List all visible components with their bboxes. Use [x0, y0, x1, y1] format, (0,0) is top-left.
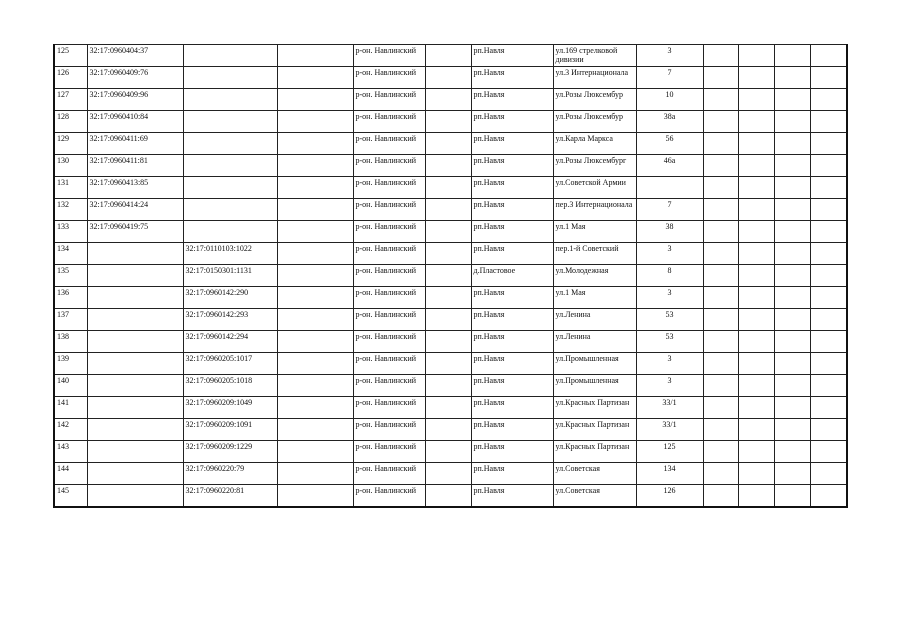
row-number-cell: 140 [54, 375, 87, 397]
cadastral-number-alt-cell: 32:17:0150301:1131 [183, 265, 277, 287]
row-number-cell: 129 [54, 133, 87, 155]
row-number-cell: 126 [54, 67, 87, 89]
settlement-cell: рп.Навля [471, 243, 553, 265]
empty-cell [425, 133, 471, 155]
street-cell: ул.Ленина [553, 309, 636, 331]
empty-cell [277, 177, 353, 199]
street-cell: ул.1 Мая [553, 287, 636, 309]
street-cell: ул.Промышленная [553, 375, 636, 397]
cadastral-number-cell [87, 353, 183, 375]
empty-cell [738, 133, 774, 155]
empty-cell [738, 265, 774, 287]
empty-cell [703, 331, 738, 353]
cadastral-number-alt-cell [183, 221, 277, 243]
empty-cell [774, 221, 810, 243]
empty-cell [810, 485, 847, 507]
empty-cell [738, 177, 774, 199]
table-row [54, 155, 847, 177]
settlement-cell: рп.Навля [471, 67, 553, 89]
empty-cell [425, 331, 471, 353]
street-cell: ул.Розы Люксембург [553, 155, 636, 177]
empty-cell [810, 375, 847, 397]
empty-cell [425, 199, 471, 221]
empty-cell [425, 463, 471, 485]
district-cell: р-он. Навлинский [353, 287, 425, 309]
empty-cell [277, 155, 353, 177]
table-row [54, 89, 847, 111]
empty-cell [810, 463, 847, 485]
table-row [54, 177, 847, 199]
empty-cell [703, 309, 738, 331]
empty-cell [277, 199, 353, 221]
settlement-cell: рп.Навля [471, 199, 553, 221]
settlement-cell: рп.Навля [471, 331, 553, 353]
street-cell: ул.3 Интернационала [553, 67, 636, 89]
empty-cell [425, 89, 471, 111]
empty-cell [277, 243, 353, 265]
empty-cell [738, 221, 774, 243]
house-number-cell: 134 [636, 463, 703, 485]
empty-cell [774, 441, 810, 463]
settlement-cell: рп.Навля [471, 375, 553, 397]
house-number-cell [636, 177, 703, 199]
row-number-cell: 132 [54, 199, 87, 221]
cadastral-number-alt-cell: 32:17:0110103:1022 [183, 243, 277, 265]
house-number-cell: 53 [636, 309, 703, 331]
settlement-cell: рп.Навля [471, 155, 553, 177]
district-cell: р-он. Навлинский [353, 111, 425, 133]
cadastral-number-cell: 32:17:0960410:84 [87, 111, 183, 133]
table-row [54, 353, 847, 375]
row-number-cell: 135 [54, 265, 87, 287]
empty-cell [277, 441, 353, 463]
cadastral-number-alt-cell [183, 155, 277, 177]
house-number-cell: 46а [636, 155, 703, 177]
empty-cell [703, 353, 738, 375]
empty-cell [774, 133, 810, 155]
street-cell: ул.Молодежная [553, 265, 636, 287]
row-number-cell: 133 [54, 221, 87, 243]
empty-cell [738, 111, 774, 133]
empty-cell [810, 89, 847, 111]
empty-cell [738, 331, 774, 353]
empty-cell [774, 67, 810, 89]
cadastral-number-cell: 32:17:0960411:69 [87, 133, 183, 155]
registry-body [54, 45, 847, 507]
cadastral-number-cell: 32:17:0960419:75 [87, 221, 183, 243]
cadastral-number-cell [87, 265, 183, 287]
street-cell: ул.Советской Армии [553, 177, 636, 199]
empty-cell [703, 485, 738, 507]
empty-cell [425, 45, 471, 67]
district-cell: р-он. Навлинский [353, 89, 425, 111]
empty-cell [703, 89, 738, 111]
cadastral-number-cell [87, 397, 183, 419]
cadastral-number-cell [87, 463, 183, 485]
empty-cell [277, 309, 353, 331]
district-cell: р-он. Навлинский [353, 45, 425, 67]
table-row [54, 265, 847, 287]
empty-cell [703, 221, 738, 243]
empty-cell [738, 287, 774, 309]
district-cell: р-он. Навлинский [353, 375, 425, 397]
settlement-cell: рп.Навля [471, 419, 553, 441]
district-cell: р-он. Навлинский [353, 199, 425, 221]
district-cell: р-он. Навлинский [353, 265, 425, 287]
table-row [54, 243, 847, 265]
table-row [54, 133, 847, 155]
district-cell: р-он. Навлинский [353, 353, 425, 375]
street-cell: ул.Розы Люксембур [553, 89, 636, 111]
cadastral-number-alt-cell [183, 177, 277, 199]
empty-cell [774, 419, 810, 441]
house-number-cell: 3 [636, 353, 703, 375]
empty-cell [703, 133, 738, 155]
empty-cell [703, 155, 738, 177]
district-cell: р-он. Навлинский [353, 485, 425, 507]
row-number-cell: 127 [54, 89, 87, 111]
table-row [54, 463, 847, 485]
settlement-cell: рп.Навля [471, 463, 553, 485]
empty-cell [810, 199, 847, 221]
house-number-cell: 56 [636, 133, 703, 155]
empty-cell [425, 111, 471, 133]
empty-cell [774, 199, 810, 221]
empty-cell [810, 331, 847, 353]
house-number-cell: 3 [636, 375, 703, 397]
empty-cell [277, 67, 353, 89]
empty-cell [277, 375, 353, 397]
cadastral-number-cell: 32:17:0960411:81 [87, 155, 183, 177]
row-number-cell: 134 [54, 243, 87, 265]
settlement-cell: рп.Навля [471, 309, 553, 331]
row-number-cell: 136 [54, 287, 87, 309]
house-number-cell: 8 [636, 265, 703, 287]
house-number-cell: 33/1 [636, 397, 703, 419]
cadastral-number-cell [87, 375, 183, 397]
table-row [54, 375, 847, 397]
cadastral-number-cell: 32:17:0960409:96 [87, 89, 183, 111]
street-cell: ул.Красных Партизан [553, 441, 636, 463]
settlement-cell: рп.Навля [471, 177, 553, 199]
empty-cell [425, 155, 471, 177]
table-row [54, 199, 847, 221]
empty-cell [738, 441, 774, 463]
empty-cell [277, 45, 353, 67]
empty-cell [703, 397, 738, 419]
row-number-cell: 128 [54, 111, 87, 133]
cadastral-number-alt-cell: 32:17:0960142:293 [183, 309, 277, 331]
empty-cell [703, 287, 738, 309]
empty-cell [810, 243, 847, 265]
cadastral-number-alt-cell [183, 199, 277, 221]
settlement-cell: рп.Навля [471, 353, 553, 375]
row-number-cell: 131 [54, 177, 87, 199]
street-cell: ул.Красных Партизан [553, 419, 636, 441]
district-cell: р-он. Навлинский [353, 419, 425, 441]
house-number-cell: 3 [636, 45, 703, 67]
empty-cell [425, 375, 471, 397]
cadastral-number-cell [87, 287, 183, 309]
row-number-cell: 130 [54, 155, 87, 177]
house-number-cell: 3 [636, 243, 703, 265]
empty-cell [703, 463, 738, 485]
district-cell: р-он. Навлинский [353, 67, 425, 89]
empty-cell [810, 133, 847, 155]
street-cell: ул.Ленина [553, 331, 636, 353]
empty-cell [810, 221, 847, 243]
empty-cell [738, 353, 774, 375]
empty-cell [703, 111, 738, 133]
street-cell: ул.Советская [553, 463, 636, 485]
empty-cell [774, 309, 810, 331]
table-row [54, 67, 847, 89]
empty-cell [774, 485, 810, 507]
empty-cell [277, 133, 353, 155]
empty-cell [774, 331, 810, 353]
empty-cell [738, 309, 774, 331]
settlement-cell: рп.Навля [471, 111, 553, 133]
settlement-cell: д.Пластовое [471, 265, 553, 287]
empty-cell [277, 265, 353, 287]
empty-cell [810, 111, 847, 133]
empty-cell [703, 45, 738, 67]
empty-cell [277, 463, 353, 485]
empty-cell [774, 111, 810, 133]
empty-cell [703, 265, 738, 287]
empty-cell [425, 353, 471, 375]
street-cell: ул.1 Мая [553, 221, 636, 243]
empty-cell [277, 221, 353, 243]
table-row [54, 287, 847, 309]
empty-cell [738, 45, 774, 67]
empty-cell [703, 441, 738, 463]
row-number-cell: 141 [54, 397, 87, 419]
house-number-cell: 126 [636, 485, 703, 507]
cadastral-number-cell [87, 485, 183, 507]
cadastral-number-cell [87, 331, 183, 353]
empty-cell [774, 287, 810, 309]
street-cell: ул.Розы Люксембур [553, 111, 636, 133]
empty-cell [277, 419, 353, 441]
district-cell: р-он. Навлинский [353, 243, 425, 265]
cadastral-number-alt-cell: 32:17:0960205:1017 [183, 353, 277, 375]
empty-cell [738, 419, 774, 441]
street-cell: ул.Промышленная [553, 353, 636, 375]
house-number-cell: 3 [636, 287, 703, 309]
district-cell: р-он. Навлинский [353, 177, 425, 199]
cadastral-number-alt-cell: 32:17:0960209:1049 [183, 397, 277, 419]
empty-cell [810, 155, 847, 177]
empty-cell [277, 485, 353, 507]
cadastral-number-alt-cell [183, 45, 277, 67]
empty-cell [810, 265, 847, 287]
district-cell: р-он. Навлинский [353, 463, 425, 485]
house-number-cell: 7 [636, 199, 703, 221]
empty-cell [774, 353, 810, 375]
cadastral-number-alt-cell: 32:17:0960209:1091 [183, 419, 277, 441]
row-number-cell: 145 [54, 485, 87, 507]
cadastral-number-cell [87, 441, 183, 463]
settlement-cell: рп.Навля [471, 133, 553, 155]
district-cell: р-он. Навлинский [353, 331, 425, 353]
settlement-cell: рп.Навля [471, 45, 553, 67]
cadastral-number-cell: 32:17:0960413:85 [87, 177, 183, 199]
cadastral-number-alt-cell [183, 133, 277, 155]
empty-cell [425, 309, 471, 331]
empty-cell [738, 375, 774, 397]
empty-cell [810, 419, 847, 441]
empty-cell [810, 441, 847, 463]
table-row [54, 441, 847, 463]
empty-cell [738, 397, 774, 419]
empty-cell [774, 375, 810, 397]
cadastral-number-alt-cell [183, 111, 277, 133]
table-row [54, 111, 847, 133]
table-row [54, 309, 847, 331]
settlement-cell: рп.Навля [471, 287, 553, 309]
empty-cell [810, 177, 847, 199]
district-cell: р-он. Навлинский [353, 441, 425, 463]
district-cell: р-он. Навлинский [353, 309, 425, 331]
empty-cell [425, 419, 471, 441]
empty-cell [774, 177, 810, 199]
district-cell: р-он. Навлинский [353, 221, 425, 243]
row-number-cell: 143 [54, 441, 87, 463]
row-number-cell: 142 [54, 419, 87, 441]
district-cell: р-он. Навлинский [353, 397, 425, 419]
empty-cell [738, 463, 774, 485]
empty-cell [277, 111, 353, 133]
empty-cell [738, 89, 774, 111]
empty-cell [425, 485, 471, 507]
street-cell: пер.3 Интернационала [553, 199, 636, 221]
empty-cell [277, 287, 353, 309]
empty-cell [703, 177, 738, 199]
empty-cell [774, 89, 810, 111]
empty-cell [703, 375, 738, 397]
cadastral-number-alt-cell: 32:17:0960142:294 [183, 331, 277, 353]
empty-cell [774, 45, 810, 67]
empty-cell [810, 309, 847, 331]
empty-cell [703, 419, 738, 441]
empty-cell [425, 287, 471, 309]
cadastral-number-alt-cell [183, 67, 277, 89]
house-number-cell: 53 [636, 331, 703, 353]
cadastral-number-cell [87, 419, 183, 441]
settlement-cell: рп.Навля [471, 485, 553, 507]
empty-cell [738, 485, 774, 507]
table-row [54, 331, 847, 353]
settlement-cell: рп.Навля [471, 397, 553, 419]
empty-cell [810, 67, 847, 89]
house-number-cell: 7 [636, 67, 703, 89]
empty-cell [738, 243, 774, 265]
house-number-cell: 33/1 [636, 419, 703, 441]
empty-cell [425, 67, 471, 89]
empty-cell [425, 177, 471, 199]
empty-cell [774, 397, 810, 419]
cadastral-number-cell: 32:17:0960404:37 [87, 45, 183, 67]
settlement-cell: рп.Навля [471, 221, 553, 243]
empty-cell [738, 67, 774, 89]
street-cell: ул.169 стрелковой дивизии [553, 45, 636, 67]
empty-cell [425, 243, 471, 265]
street-cell: ул.Советская [553, 485, 636, 507]
street-cell: ул.Красных Партизан [553, 397, 636, 419]
empty-cell [277, 331, 353, 353]
empty-cell [277, 89, 353, 111]
table-row [54, 221, 847, 243]
district-cell: р-он. Навлинский [353, 133, 425, 155]
cadastral-number-alt-cell [183, 89, 277, 111]
row-number-cell: 144 [54, 463, 87, 485]
empty-cell [703, 243, 738, 265]
cadastral-number-alt-cell: 32:17:0960220:79 [183, 463, 277, 485]
empty-cell [277, 353, 353, 375]
empty-cell [774, 463, 810, 485]
table-row [54, 45, 847, 67]
cadastral-number-alt-cell: 32:17:0960209:1229 [183, 441, 277, 463]
cadastral-number-cell: 32:17:0960414:24 [87, 199, 183, 221]
house-number-cell: 38 [636, 221, 703, 243]
empty-cell [810, 397, 847, 419]
empty-cell [425, 221, 471, 243]
cadastral-number-alt-cell: 32:17:0960220:81 [183, 485, 277, 507]
row-number-cell: 137 [54, 309, 87, 331]
empty-cell [738, 199, 774, 221]
table-row [54, 485, 847, 507]
property-registry-table [53, 44, 848, 508]
empty-cell [425, 441, 471, 463]
empty-cell [810, 353, 847, 375]
cadastral-number-cell [87, 243, 183, 265]
row-number-cell: 139 [54, 353, 87, 375]
cadastral-number-alt-cell: 32:17:0960205:1018 [183, 375, 277, 397]
settlement-cell: рп.Навля [471, 441, 553, 463]
empty-cell [277, 397, 353, 419]
street-cell: ул.Карла Маркса [553, 133, 636, 155]
empty-cell [810, 287, 847, 309]
empty-cell [810, 45, 847, 67]
empty-cell [425, 397, 471, 419]
empty-cell [774, 155, 810, 177]
empty-cell [425, 265, 471, 287]
empty-cell [774, 265, 810, 287]
house-number-cell: 38а [636, 111, 703, 133]
street-cell: пер.1-й Советский [553, 243, 636, 265]
table-row [54, 397, 847, 419]
cadastral-number-cell: 32:17:0960409:76 [87, 67, 183, 89]
row-number-cell: 125 [54, 45, 87, 67]
empty-cell [738, 155, 774, 177]
settlement-cell: рп.Навля [471, 89, 553, 111]
empty-cell [774, 243, 810, 265]
row-number-cell: 138 [54, 331, 87, 353]
cadastral-number-alt-cell: 32:17:0960142:290 [183, 287, 277, 309]
empty-cell [703, 199, 738, 221]
district-cell: р-он. Навлинский [353, 155, 425, 177]
empty-cell [703, 67, 738, 89]
house-number-cell: 125 [636, 441, 703, 463]
cadastral-number-cell [87, 309, 183, 331]
house-number-cell: 10 [636, 89, 703, 111]
table-row [54, 419, 847, 441]
